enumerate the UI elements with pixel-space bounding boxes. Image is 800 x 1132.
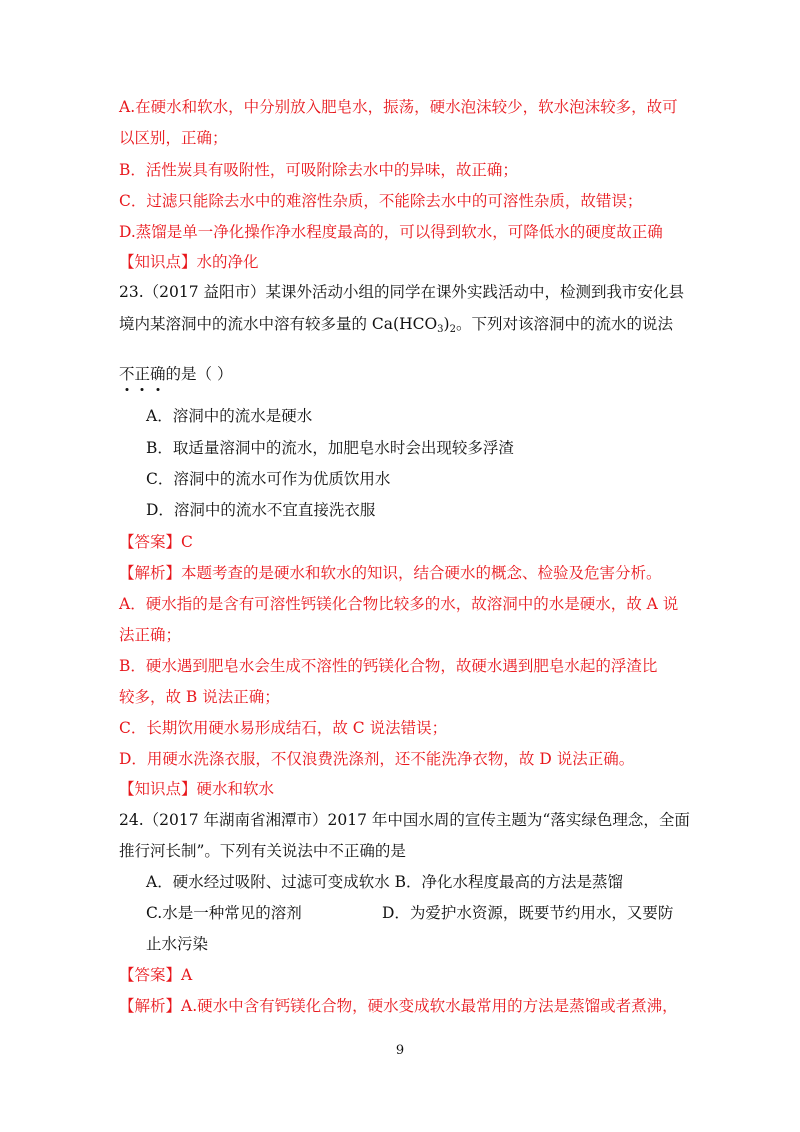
explanation-line-d: D.蒸馏是单一净化操作净水程度最高的，可以得到软水，可降低水的硬度故正确 <box>119 223 663 241</box>
option-d: D．溶洞中的流水不宜直接洗衣服 <box>146 501 376 519</box>
question-23-stem-end: 的是（ ） <box>165 365 233 383</box>
emphasis-char-1: 不 <box>119 365 135 383</box>
question-23-line-2 <box>119 313 689 341</box>
emphasis-char-2: 正 <box>134 365 151 383</box>
analysis-23-b-line-2: 较多，故 B 说法正确； <box>119 688 280 706</box>
explanation-line-a: A.在硬水和软水，中分别放入肥皂水，振荡，硬水泡沫较少，软水泡沫较多，故可 <box>119 98 678 116</box>
answer-23: 【答案】C <box>119 533 193 551</box>
q23-formula-sub-3: 3 <box>437 324 444 335</box>
analysis-23-a-line-2: 法正确； <box>119 626 182 644</box>
answer-24: 【答案】A <box>119 966 193 984</box>
analysis-23-a-line-1: A．硬水指的是含有可溶性钙镁化合物比较多的水，故溶洞中的水是硬水，故 A 说 <box>119 595 679 613</box>
q23-formula-pre: 境内某溶洞中的流水中溶有较多量的 Ca(HCO <box>119 315 438 333</box>
knowledge-point-22: 【知识点】水的净化 <box>119 253 259 271</box>
question-24-option-d: D．为爱护水资源，既要节约用水，又要防 <box>382 904 674 922</box>
option-b: B．取适量溶洞中的流水，加肥皂水时会出现较多浮渣 <box>146 439 514 457</box>
knowledge-point-23: 【知识点】硬水和软水 <box>119 780 275 798</box>
explanation-line-a-cont: 以区别，正确； <box>119 129 228 147</box>
analysis-23-d: D．用硬水洗涤衣服，不仅浪费洗涤剂，还不能洗净衣物，故 D 说法正确。 <box>119 750 635 768</box>
option-c: C．溶洞中的流水可作为优质饮用水 <box>146 470 391 488</box>
question-24-option-d-cont: 止水污染 <box>146 935 209 953</box>
question-24-options-ab: A．硬水经过吸附、过滤可变成软水 B．净化水程度最高的方法是蒸馏 <box>146 873 624 891</box>
analysis-23: 【解析】本题考查的是硬水和软水的知识，结合硬水的概念、检验及危害分析。 <box>119 564 662 582</box>
explanation-line-b: B．活性炭具有吸附性，可吸附除去水中的异味，故正确； <box>119 161 518 179</box>
q23-formula-sub-2: 2 <box>449 324 456 335</box>
emphasis-char-3: 确 <box>150 365 166 383</box>
question-24-option-c: C.水是一种常见的溶剂 <box>146 904 302 922</box>
analysis-23-b-line-1: B．硬水遇到肥皂水会生成不溶性的钙镁化合物，故硬水遇到肥皂水起的浮渣比 <box>119 657 658 675</box>
question-24-line-2: 推行河长制”。下列有关说法中不正确的是 <box>119 842 406 860</box>
explanation-line-c: C．过滤只能除去水中的难溶性杂质，不能除去水中的可溶性杂质，故错误； <box>119 192 643 210</box>
option-a: A．溶洞中的流水是硬水 <box>146 407 313 425</box>
question-24-line-1: 24.（2017 年湖南省湘潭市）2017 年中国水周的宣传主题为“落实绿色理念，全面 <box>119 811 690 829</box>
q23-formula-post: 。下列对该溶洞中的流水的说法 <box>455 315 673 333</box>
page-number: 9 <box>395 1043 405 1058</box>
q23-formula-mid: ) <box>443 315 450 333</box>
question-23-line-3 <box>119 363 689 385</box>
question-23-line-1: 23.（2017 益阳市）某课外活动小组的同学在课外实践活动中，检测到我市安化县 <box>119 283 685 301</box>
analysis-23-c: C．长期饮用硬水易形成结石，故 C 说法错误； <box>119 719 448 737</box>
analysis-24: 【解析】A.硬水中含有钙镁化合物，硬水变成软水最常用的方法是蒸馏或者煮沸， <box>119 997 678 1015</box>
